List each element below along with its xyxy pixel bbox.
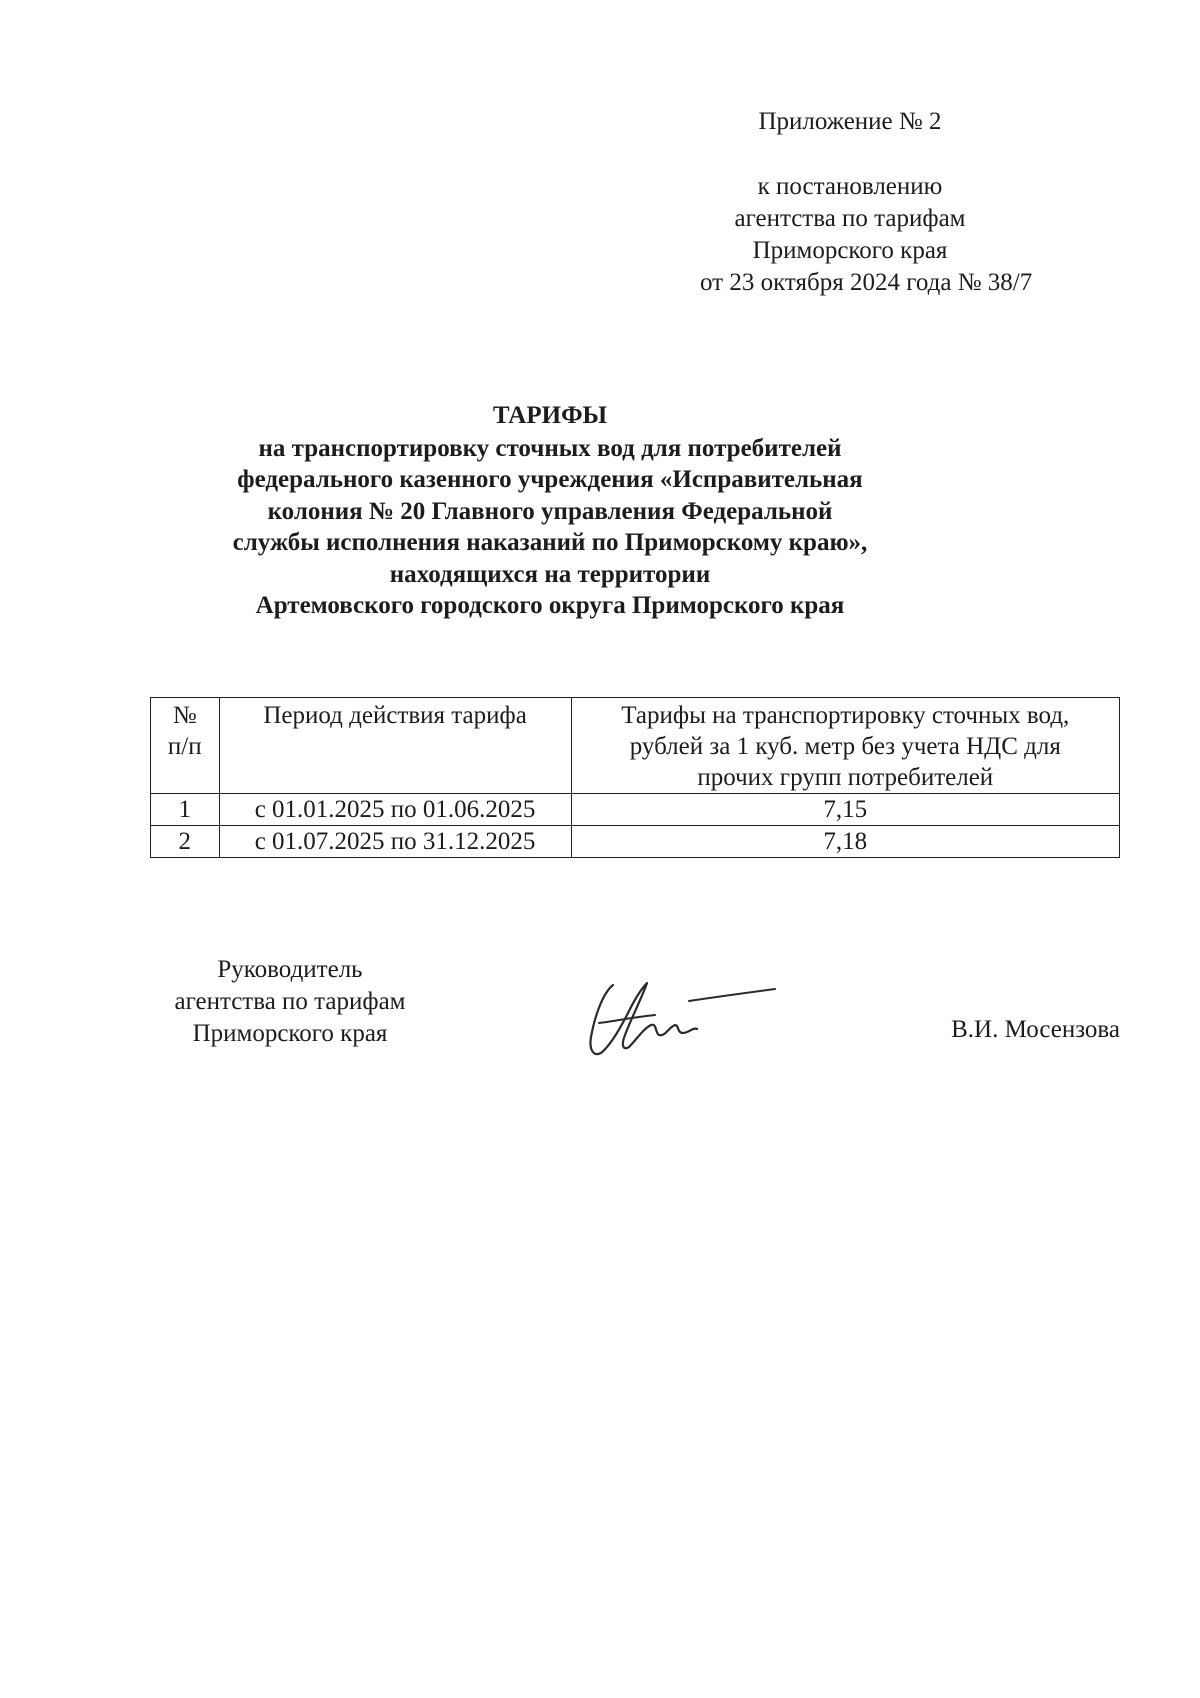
document-title: ТАРИФЫ	[492, 402, 608, 429]
row-num: 1	[151, 794, 220, 826]
annex-ref-line: агентства по тарифам	[734, 205, 966, 232]
row-num: 2	[151, 826, 220, 858]
document-heading	[150, 400, 950, 622]
header-num-line: №	[172, 702, 197, 729]
signer-position-line: Приморского края	[192, 1020, 388, 1047]
subtitle-line: Артемовского городского округа Приморского края	[255, 592, 845, 619]
annex-ref-line: Приморского края	[752, 237, 948, 264]
signer-position	[140, 954, 440, 1050]
row-tariff: 7,18	[571, 826, 1119, 858]
header-num	[151, 698, 220, 794]
subtitle-line: на транспортировку сточных вод для потребителей	[258, 434, 842, 462]
annex-ref-date: от 23 октября 2024 года № 38/7	[700, 269, 1033, 296]
annex-title: Приложение № 2	[758, 108, 942, 135]
header-tariff-line: прочих групп потребителей	[697, 764, 994, 791]
signer-name: В.И. Мосензова	[951, 1016, 1120, 1043]
subtitle-line: колония № 20 Главного управления Федеральной	[267, 497, 833, 525]
header-period: Период действия тарифа	[219, 698, 571, 794]
subtitle-line: находящихся на территории	[389, 560, 711, 588]
table-row	[151, 826, 1120, 858]
row-period: с 01.07.2025 по 31.12.2025	[219, 826, 571, 858]
table-header-row	[151, 698, 1120, 794]
header-num-line: п/п	[167, 733, 202, 760]
signer-position-line: агентства по тарифам	[174, 988, 406, 1015]
header-tariff	[571, 698, 1119, 794]
header-tariff-line: Тарифы на транспортировку сточных вод,	[621, 702, 1070, 729]
subtitle-line: федерального казенного учреждения «Исправительная	[237, 466, 863, 493]
annex-ref-line: к постановлению	[757, 173, 943, 200]
subtitle-line: службы исполнения наказаний по Приморскому краю»,	[232, 529, 868, 556]
handwritten-signature	[585, 975, 780, 1065]
annex-header	[700, 106, 1033, 299]
tariff-table	[150, 697, 1120, 858]
row-tariff: 7,15	[571, 794, 1119, 826]
table-row	[151, 794, 1120, 826]
header-tariff-line: рублей за 1 куб. метр без учета НДС для	[629, 733, 1061, 760]
signer-position-line: Руководитель	[217, 956, 363, 983]
row-period: с 01.01.2025 по 01.06.2025	[219, 794, 571, 826]
